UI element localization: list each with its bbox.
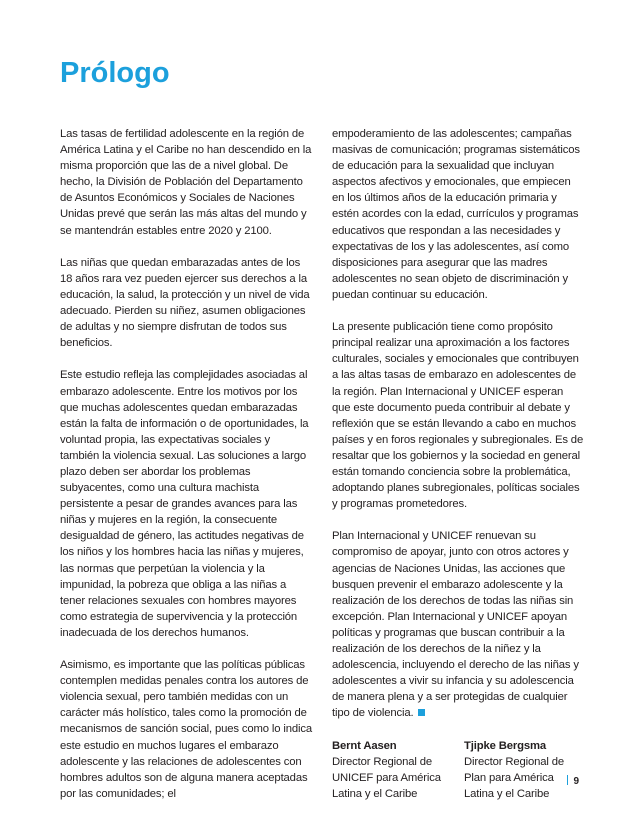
signature-title: Latina y el Caribe xyxy=(332,787,418,800)
signature-title: Director Regional de xyxy=(332,755,432,768)
signature-title: UNICEF para América xyxy=(332,771,441,784)
right-column xyxy=(332,126,584,802)
page-number-value: 9 xyxy=(573,776,579,787)
signature-name: Tjipke Bergsma xyxy=(464,739,547,752)
paragraph: Este estudio refleja las complejidades asociadas al embarazo adolescente. Entre los motivos por los que muchas adolescentes quedan embarazadas están la falta de información o de oportunidades, la voluntad propia, las expectativas sociales y también la violencia sexual. Las soluciones a largo plazo deben ser abordar los problemas subyacentes, como una cultura machista persistente a pesar de grandes avances para las niñas y mujeres en la región, la consecuente desigualdad de género, las actitudes negativas de los niños y los hombres hacia las niñas y mujeres, las normas que perpetúan la violencia y la impunidad, la pobreza que obliga a las niñas a tener relaciones sexuales con hombres mayores como estrategia de supervivencia y la protección inadecuada de los derechos humanos. xyxy=(60,369,309,639)
paragraph: empoderamiento de las adolescentes; campañas masivas de comunicación; programas sistemáticos de educación para la sexualidad que incluyan aspectos afectivos y emocionales, que empiecen en los últimos años de la educación primaria y estén acordes con la edad, currículos y programas educativos que respondan a las necesidades y expectativas de los y las adolescentes, así como disposiciones para asegurar que las madres adolescentes no sean objeto de discriminación y puedan continuar su educación. xyxy=(332,128,580,301)
signature-title: Plan para América xyxy=(464,771,554,784)
signature-name: Bernt Aasen xyxy=(332,739,397,752)
paragraph: La presente publicación tiene como propósito principal realizar una aproximación a los factores culturales, sociales y emocionales que contribuyen a las altas tasas de embarazo en adolescentes de la región. Plan Internacional y UNICEF esperan que este documento pueda contribuir al debate y reflexión que se están llevando a cabo en muchos países y en foros regionales y subregionales. Es de resaltar que los gobiernos y la sociedad en general están tomando conciencia sobre la problemática, adoptando planes subregionales, políticas sociales y programas prometedores. xyxy=(332,321,584,511)
paragraph: Las tasas de fertilidad adolescente en la región de América Latina y el Caribe no han descendido en la misma proporción que las de a nivel global. De hecho, la División de Población del Departamento de Asuntos Económicos y Sociales de Naciones Unidas prevé que serán las más altas del mundo y se mantendrán estables entre 2020 y 2100. xyxy=(60,128,312,237)
signature-title: Latina y el Caribe xyxy=(464,787,550,800)
end-square-icon xyxy=(418,709,425,716)
paragraph: Asimismo, es importante que las políticas públicas contemplen medidas penales contra los autores de violencia sexual, pero también medidas con un carácter más holístico, tales como la promoción de mecanismos de sanción social, pues como lo indica este estudio en muchos lugares el embarazo adolescente y las relaciones de adolescentes con hombres adultos son de alguna manera aceptadas por las comunidades; el xyxy=(60,659,312,800)
left-column xyxy=(60,126,312,802)
page-number-divider xyxy=(567,775,568,785)
paragraph: Las niñas que quedan embarazadas antes de los 18 años rara vez pueden ejercer sus derechos a la educación, la salud, la protección y un nivel de vida adecuado. Pierden su niñez, asumen obligaciones de adultas y no siempre disfrutan de todos sus beneficios. xyxy=(60,256,310,350)
paragraph-text: Plan Internacional y UNICEF renuevan su compromiso de apoyar, junto con otros actores y agencias de Naciones Unidas, las acciones que busquen prevenir el embarazo adolescente y la realización de los derechos de todas las niñas sin excepción. Plan Internacional y UNICEF apoyan políticas y programas que buscan contribuir a la realización de los derechos de la niñez y la adolescencia, incluyendo el derecho de las niñas y adolescentes a vivir su infancia y su adolescencia de manera plena y a ser protegidas de cualquier tipo de violencia. xyxy=(332,530,579,720)
signature-title: Director Regional de xyxy=(464,755,564,768)
signature-block xyxy=(332,738,464,802)
signature-block xyxy=(464,738,584,802)
page-number xyxy=(567,775,579,788)
page-title: Prólogo xyxy=(60,57,170,89)
signatures xyxy=(332,738,584,802)
paragraph-final xyxy=(332,528,584,721)
